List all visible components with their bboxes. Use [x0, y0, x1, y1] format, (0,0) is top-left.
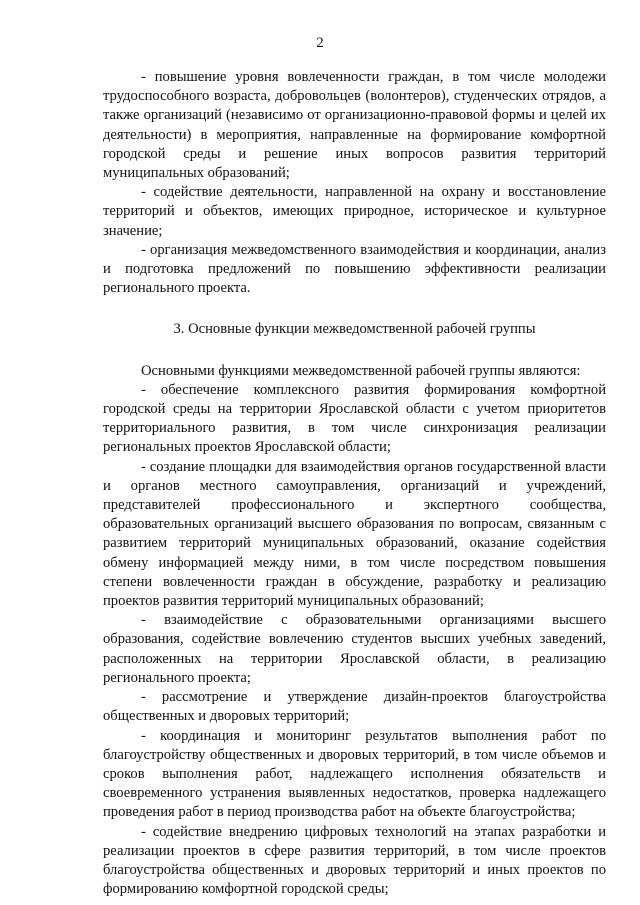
paragraph: - организация межведомственного взаимодействия и координации, анализ и подготовка предложений по повышению эффективности реализации регионального проекта.	[103, 241, 606, 297]
function-item: - обеспечение комплексного развития формирования комфортной городской среды на территории Ярославской области с учетом приоритетов территориального развития, в том числе синхронизация реализации региональных проектов Ярославской области;	[103, 381, 606, 456]
paragraph: - содействие деятельности, направленной на охрану и восстановление территорий и объектов, имеющих природное, историческое и культурное значение;	[103, 184, 606, 239]
function-item: - координация и мониторинг результатов выполнения работ по благоустройству общественных и дворовых территорий, в том числе объемов и сроков выполнения работ, надлежащего исполнения обязательств и своевременного устранения выявленных недостатков, проверка надлежащего проведения работ в период производства работ на объекте благоустройства;	[103, 727, 606, 821]
section-intro: Основными функциями межведомственной рабочей группы являются:	[141, 362, 581, 379]
page-number: 2	[316, 35, 324, 51]
section-heading: 3. Основные функции межведомственной рабочей группы	[173, 321, 536, 338]
paragraph: - повышение уровня вовлеченности граждан, в том числе молодежи трудоспособного возраста, добровольцев (волонтеров), студенческих отрядов, а также организаций (независимо от организационно-правовой формы и целей их деятельности) в мероприятия, направленные на формирование комфортной городской среды и решение иных вопросов развития территорий муниципальных образований;	[103, 69, 606, 182]
function-item: - взаимодействие с образовательными организациями высшего образования, содействие вовлечению студентов высших учебных заведений, расположенных на территории Ярославской области, в реализацию регионального проекта;	[103, 612, 606, 686]
function-item: - рассмотрение и утверждение дизайн-проектов благоустройства общественных и дворовых территорий;	[103, 689, 606, 725]
document-body	[103, 68, 606, 899]
function-item: - создание площадки для взаимодействия органов государственной власти и органов местного самоуправления, организаций и учреждений, представителей профессионального и экспертного сообщества, образовательных организаций высшего образования по вопросам, связанным с развитием территорий муниципальных образований, оказание содействия обмену информацией между ними, в том числе посредством повышения степени вовлеченности граждан в обсуждение, разработку и реализацию проектов развития территорий муниципальных образований;	[103, 458, 606, 610]
function-item: - содействие внедрению цифровых технологий на этапах разработки и реализации проектов в сфере развития территорий, в том числе проектов благоустройства общественных и дворовых территорий и иных проектов по формированию комфортной городской среды;	[103, 823, 606, 898]
